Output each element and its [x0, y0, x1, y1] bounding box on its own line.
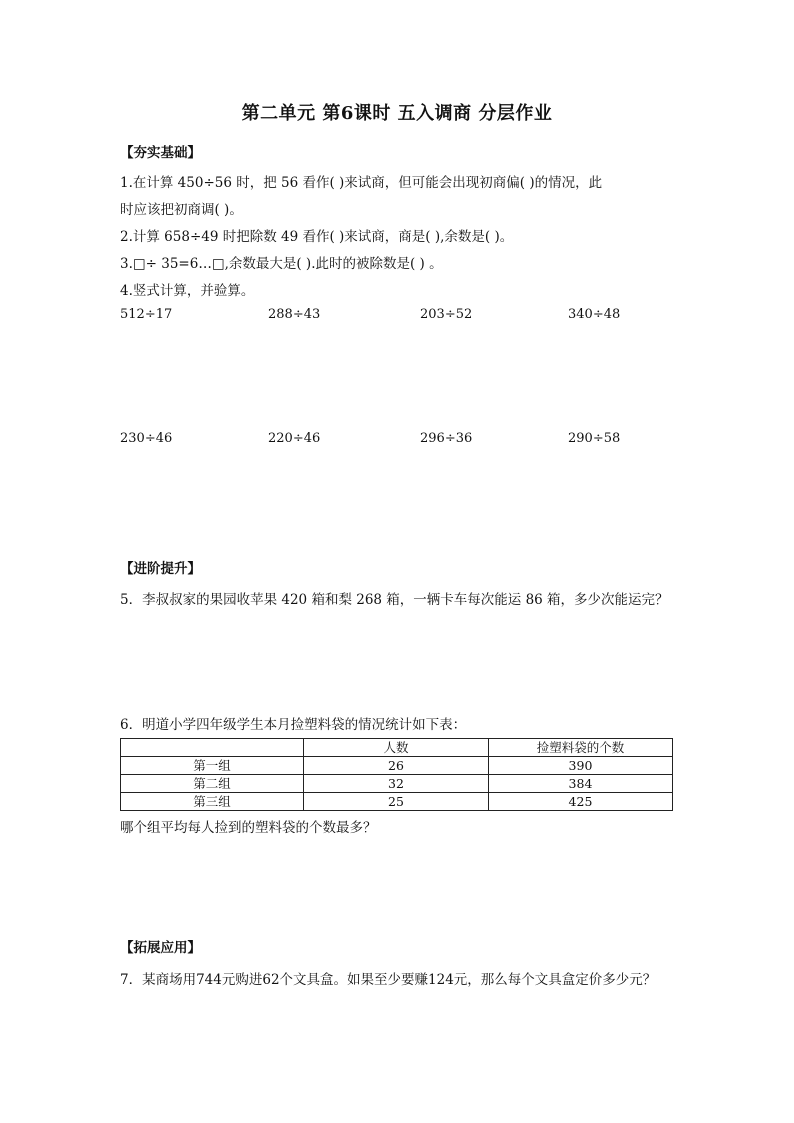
calc-item: 296÷36 [420, 431, 473, 446]
question-7: 7．某商场用744元购进62个文具盒。如果至少要赚124元，那么每个文具盒定价多少元？ [120, 972, 657, 988]
question-3: 3.□÷ 35=6…□,余数最大是( ).此时的被除数是( ) 。 [120, 256, 443, 272]
calc-item: 340÷48 [568, 307, 621, 322]
table-row [121, 757, 673, 775]
table-cell: 第一组 [121, 757, 304, 775]
question-4: 4.竖式计算，并验算。 [120, 283, 255, 299]
question-5: 5．李叔叔家的果园收苹果 420 箱和梨 268 箱，一辆卡车每次能运 86 箱，多少次能运完？ [120, 592, 669, 608]
question-1-line-1: 1.在计算 450÷56 时，把 56 看作( )来试商，但可能会出现初商偏( )的情况，此 [120, 175, 603, 191]
table-cell: 25 [303, 793, 488, 811]
calc-item: 220÷46 [268, 431, 321, 446]
table-cell: 390 [488, 757, 672, 775]
calc-item: 203÷52 [420, 307, 473, 322]
table-cell: 第三组 [121, 793, 304, 811]
page-title: 第二单元 第6课时 五入调商 分层作业 [241, 103, 553, 124]
table-row [121, 793, 673, 811]
table-header-row [121, 739, 673, 757]
table-header-cell: 捡塑料袋的个数 [488, 739, 672, 757]
table-cell: 425 [488, 793, 672, 811]
table-cell: 32 [303, 775, 488, 793]
calc-item: 230÷46 [120, 431, 173, 446]
question-2: 2.计算 658÷49 时把除数 49 看作( )来试商，商是( ),余数是( )。 [120, 229, 514, 245]
table-cell: 第二组 [121, 775, 304, 793]
table-header-cell [121, 739, 304, 757]
table-header-cell: 人数 [303, 739, 488, 757]
calc-item: 290÷58 [568, 431, 621, 446]
stats-table [120, 738, 673, 811]
section-basic-heading: 【夯实基础】 [120, 145, 201, 161]
question-1-line-2: 时应该把初商调( )。 [120, 202, 243, 218]
table-row [121, 775, 673, 793]
calc-item: 512÷17 [120, 307, 173, 322]
section-advanced-heading: 【进阶提升】 [120, 561, 201, 577]
table-cell: 26 [303, 757, 488, 775]
calc-item: 288÷43 [268, 307, 321, 322]
table-cell: 384 [488, 775, 672, 793]
question-6-question: 哪个组平均每人捡到的塑料袋的个数最多？ [120, 820, 377, 836]
question-6-intro: 6．明道小学四年级学生本月捡塑料袋的情况统计如下表： [120, 717, 467, 733]
section-extend-heading: 【拓展应用】 [120, 940, 201, 956]
